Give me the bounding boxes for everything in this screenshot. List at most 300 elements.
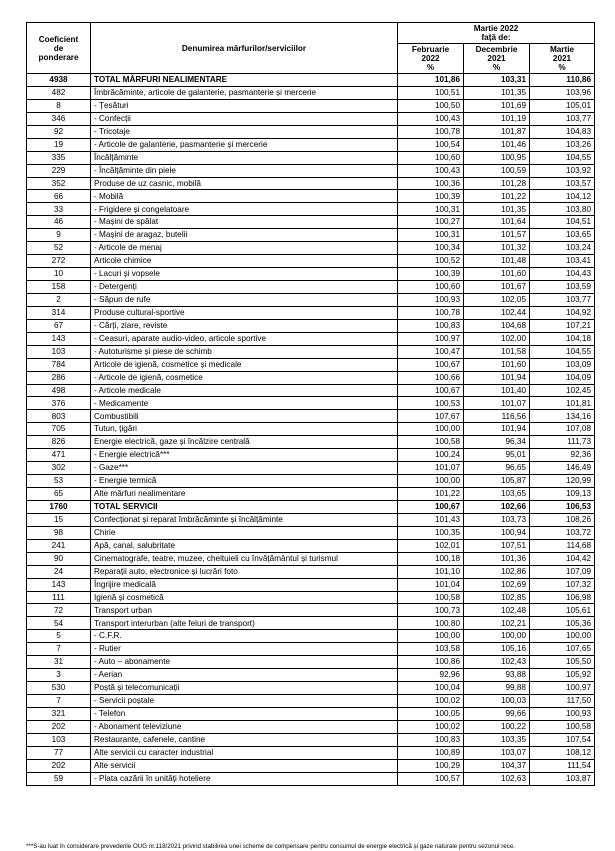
value-mar-2021-cell: 103,80 xyxy=(530,203,595,216)
table-row xyxy=(27,306,595,319)
table-row xyxy=(27,138,595,151)
name-cell: - Cărți, ziare, reviste xyxy=(91,319,398,332)
name-cell: - Medicamente xyxy=(91,397,398,410)
table-row xyxy=(27,733,595,746)
value-mar-2021-cell: 106,98 xyxy=(530,591,595,604)
header-period: Martie 2022 față de: xyxy=(398,23,595,44)
value-feb-2022-cell: 101,43 xyxy=(398,513,464,526)
value-mar-2021-cell: 92,36 xyxy=(530,449,595,462)
table-row xyxy=(27,319,595,332)
value-mar-2021-cell: 103,65 xyxy=(530,229,595,242)
table-row xyxy=(27,99,595,112)
header-col-dec-2021: Decembrie 2021 % xyxy=(464,44,530,74)
value-feb-2022-cell: 100,66 xyxy=(398,371,464,384)
value-feb-2022-cell: 100,34 xyxy=(398,242,464,255)
name-cell: Combustibili xyxy=(91,410,398,423)
weight-cell: 7 xyxy=(27,643,91,656)
value-feb-2022-cell: 100,39 xyxy=(398,190,464,203)
value-feb-2022-cell: 100,86 xyxy=(398,656,464,669)
value-mar-2021-cell: 107,09 xyxy=(530,565,595,578)
weight-cell: 103 xyxy=(27,733,91,746)
name-cell: Energie electrică, gaze și încălzire centrală xyxy=(91,436,398,449)
name-cell: - Gaze*** xyxy=(91,462,398,475)
value-mar-2021-cell: 104,55 xyxy=(530,345,595,358)
value-feb-2022-cell: 101,07 xyxy=(398,462,464,475)
value-dec-2021-cell: 102,21 xyxy=(464,617,530,630)
value-mar-2021-cell: 103,09 xyxy=(530,358,595,371)
value-dec-2021-cell: 101,22 xyxy=(464,190,530,203)
value-mar-2021-cell: 105,01 xyxy=(530,99,595,112)
table-row xyxy=(27,358,595,371)
weight-cell: 352 xyxy=(27,177,91,190)
value-feb-2022-cell: 100,02 xyxy=(398,695,464,708)
value-feb-2022-cell: 100,78 xyxy=(398,306,464,319)
value-feb-2022-cell: 100,93 xyxy=(398,293,464,306)
value-dec-2021-cell: 104,37 xyxy=(464,759,530,772)
value-mar-2021-cell: 105,92 xyxy=(530,669,595,682)
value-dec-2021-cell: 101,57 xyxy=(464,229,530,242)
weight-cell: 5 xyxy=(27,630,91,643)
value-feb-2022-cell: 100,53 xyxy=(398,397,464,410)
value-dec-2021-cell: 101,48 xyxy=(464,255,530,268)
weight-cell: 65 xyxy=(27,488,91,501)
value-feb-2022-cell: 100,60 xyxy=(398,151,464,164)
name-cell: - Săpun de rufe xyxy=(91,293,398,306)
value-mar-2021-cell: 146,49 xyxy=(530,462,595,475)
value-feb-2022-cell: 92,96 xyxy=(398,669,464,682)
name-cell: Igienă și cosmetică xyxy=(91,591,398,604)
value-mar-2021-cell: 110,86 xyxy=(530,74,595,87)
value-feb-2022-cell: 100,00 xyxy=(398,630,464,643)
value-dec-2021-cell: 104,68 xyxy=(464,319,530,332)
table-row xyxy=(27,255,595,268)
value-feb-2022-cell: 100,02 xyxy=(398,720,464,733)
weight-cell: 59 xyxy=(27,772,91,785)
name-cell: Tutun, țigări xyxy=(91,423,398,436)
value-mar-2021-cell: 106,53 xyxy=(530,500,595,513)
table-row xyxy=(27,112,595,125)
name-cell: - Țesături xyxy=(91,99,398,112)
table-row xyxy=(27,216,595,229)
name-cell: Alte servicii cu caracter industrial xyxy=(91,746,398,759)
name-cell: Produse de uz casnic, mobilă xyxy=(91,177,398,190)
value-mar-2021-cell: 111,73 xyxy=(530,436,595,449)
weight-cell: 241 xyxy=(27,539,91,552)
weight-cell: 8 xyxy=(27,99,91,112)
value-feb-2022-cell: 100,89 xyxy=(398,746,464,759)
value-mar-2021-cell: 102,45 xyxy=(530,384,595,397)
weight-cell: 103 xyxy=(27,345,91,358)
table-row xyxy=(27,423,595,436)
value-dec-2021-cell: 102,43 xyxy=(464,656,530,669)
table-row-total xyxy=(27,500,595,513)
value-dec-2021-cell: 101,64 xyxy=(464,216,530,229)
value-dec-2021-cell: 105,87 xyxy=(464,475,530,488)
weight-cell: 24 xyxy=(27,565,91,578)
name-cell: - Articole de galanterie, pasmanterie și mercerie xyxy=(91,138,398,151)
table-row xyxy=(27,268,595,281)
table-row xyxy=(27,177,595,190)
value-mar-2021-cell: 107,21 xyxy=(530,319,595,332)
value-mar-2021-cell: 104,92 xyxy=(530,306,595,319)
weight-cell: 31 xyxy=(27,656,91,669)
value-mar-2021-cell: 103,24 xyxy=(530,242,595,255)
table-row xyxy=(27,707,595,720)
weight-cell: 19 xyxy=(27,138,91,151)
value-feb-2022-cell: 100,54 xyxy=(398,138,464,151)
value-mar-2021-cell: 100,00 xyxy=(530,630,595,643)
value-dec-2021-cell: 102,05 xyxy=(464,293,530,306)
value-dec-2021-cell: 101,28 xyxy=(464,177,530,190)
value-dec-2021-cell: 99,66 xyxy=(464,707,530,720)
weight-cell: 784 xyxy=(27,358,91,371)
name-cell: - Mașini de aragaz, butelii xyxy=(91,229,398,242)
value-dec-2021-cell: 103,73 xyxy=(464,513,530,526)
value-feb-2022-cell: 100,31 xyxy=(398,203,464,216)
weight-cell: 803 xyxy=(27,410,91,423)
weight-cell: 10 xyxy=(27,268,91,281)
value-dec-2021-cell: 103,65 xyxy=(464,488,530,501)
value-mar-2021-cell: 100,93 xyxy=(530,707,595,720)
name-cell: - C.F.R. xyxy=(91,630,398,643)
value-mar-2021-cell: 107,08 xyxy=(530,423,595,436)
value-dec-2021-cell: 101,69 xyxy=(464,99,530,112)
value-feb-2022-cell: 102,01 xyxy=(398,539,464,552)
value-dec-2021-cell: 102,48 xyxy=(464,604,530,617)
weight-cell: 90 xyxy=(27,552,91,565)
table-row xyxy=(27,630,595,643)
name-cell: Încălțăminte xyxy=(91,151,398,164)
name-cell: TOTAL SERVICII xyxy=(91,500,398,513)
value-dec-2021-cell: 102,86 xyxy=(464,565,530,578)
table-row xyxy=(27,617,595,630)
table-row xyxy=(27,151,595,164)
value-mar-2021-cell: 103,72 xyxy=(530,526,595,539)
value-dec-2021-cell: 100,59 xyxy=(464,164,530,177)
table-row xyxy=(27,410,595,423)
value-dec-2021-cell: 102,66 xyxy=(464,500,530,513)
table-row xyxy=(27,539,595,552)
value-feb-2022-cell: 101,04 xyxy=(398,578,464,591)
weight-cell: 482 xyxy=(27,86,91,99)
name-cell: Articole de igienă, cosmetice și medicale xyxy=(91,358,398,371)
name-cell: - Aerian xyxy=(91,669,398,682)
value-mar-2021-cell: 103,59 xyxy=(530,281,595,294)
value-dec-2021-cell: 100,00 xyxy=(464,630,530,643)
value-mar-2021-cell: 109,13 xyxy=(530,488,595,501)
value-mar-2021-cell: 104,43 xyxy=(530,268,595,281)
value-feb-2022-cell: 100,52 xyxy=(398,255,464,268)
value-feb-2022-cell: 100,73 xyxy=(398,604,464,617)
name-cell: TOTAL MĂRFURI NEALIMENTARE xyxy=(91,74,398,87)
value-feb-2022-cell: 103,58 xyxy=(398,643,464,656)
value-dec-2021-cell: 101,36 xyxy=(464,552,530,565)
weight-cell: 33 xyxy=(27,203,91,216)
value-feb-2022-cell: 101,10 xyxy=(398,565,464,578)
price-index-table xyxy=(26,22,595,786)
value-feb-2022-cell: 100,57 xyxy=(398,772,464,785)
table-row xyxy=(27,371,595,384)
weight-cell: 77 xyxy=(27,746,91,759)
table-row xyxy=(27,449,595,462)
table-row xyxy=(27,604,595,617)
name-cell: - Telefon xyxy=(91,707,398,720)
weight-cell: 229 xyxy=(27,164,91,177)
table-row xyxy=(27,397,595,410)
value-feb-2022-cell: 100,35 xyxy=(398,526,464,539)
value-mar-2021-cell: 103,77 xyxy=(530,112,595,125)
name-cell: - Mașini de spălat xyxy=(91,216,398,229)
value-mar-2021-cell: 120,99 xyxy=(530,475,595,488)
weight-cell: 335 xyxy=(27,151,91,164)
value-feb-2022-cell: 100,58 xyxy=(398,591,464,604)
weight-cell: 111 xyxy=(27,591,91,604)
value-mar-2021-cell: 105,36 xyxy=(530,617,595,630)
table-row xyxy=(27,488,595,501)
value-feb-2022-cell: 100,24 xyxy=(398,449,464,462)
value-dec-2021-cell: 102,69 xyxy=(464,578,530,591)
weight-cell: 286 xyxy=(27,371,91,384)
table-row xyxy=(27,332,595,345)
weight-cell: 376 xyxy=(27,397,91,410)
weight-cell: 530 xyxy=(27,682,91,695)
name-cell: - Rutier xyxy=(91,643,398,656)
value-feb-2022-cell: 100,58 xyxy=(398,436,464,449)
value-feb-2022-cell: 100,67 xyxy=(398,500,464,513)
weight-cell: 143 xyxy=(27,578,91,591)
name-cell: Poștă și telecomunicații xyxy=(91,682,398,695)
value-dec-2021-cell: 101,46 xyxy=(464,138,530,151)
name-cell: - Energie termică xyxy=(91,475,398,488)
weight-cell: 158 xyxy=(27,281,91,294)
weight-cell: 314 xyxy=(27,306,91,319)
table-row xyxy=(27,242,595,255)
weight-cell: 272 xyxy=(27,255,91,268)
weight-cell: 2 xyxy=(27,293,91,306)
value-feb-2022-cell: 100,29 xyxy=(398,759,464,772)
name-cell: Transport interurban (alte feluri de transport) xyxy=(91,617,398,630)
name-cell: Confecționat și reparat îmbrăcăminte și încălțăminte xyxy=(91,513,398,526)
value-mar-2021-cell: 100,58 xyxy=(530,720,595,733)
table-row xyxy=(27,552,595,565)
weight-cell: 9 xyxy=(27,229,91,242)
value-feb-2022-cell: 100,83 xyxy=(398,319,464,332)
value-feb-2022-cell: 100,97 xyxy=(398,332,464,345)
value-feb-2022-cell: 100,00 xyxy=(398,423,464,436)
name-cell: - Confecții xyxy=(91,112,398,125)
value-mar-2021-cell: 107,65 xyxy=(530,643,595,656)
name-cell: - Ceasuri, aparate audio-video, articole sportive xyxy=(91,332,398,345)
value-dec-2021-cell: 101,60 xyxy=(464,268,530,281)
value-dec-2021-cell: 102,00 xyxy=(464,332,530,345)
table-row xyxy=(27,746,595,759)
value-feb-2022-cell: 101,22 xyxy=(398,488,464,501)
value-dec-2021-cell: 95,01 xyxy=(464,449,530,462)
value-mar-2021-cell: 104,51 xyxy=(530,216,595,229)
value-dec-2021-cell: 101,35 xyxy=(464,203,530,216)
name-cell: Restaurante, cafenele, cantine xyxy=(91,733,398,746)
weight-cell: 498 xyxy=(27,384,91,397)
weight-cell: 66 xyxy=(27,190,91,203)
table-row xyxy=(27,682,595,695)
weight-cell: 15 xyxy=(27,513,91,526)
value-mar-2021-cell: 104,55 xyxy=(530,151,595,164)
name-cell: Articole chimice xyxy=(91,255,398,268)
value-dec-2021-cell: 102,63 xyxy=(464,772,530,785)
value-mar-2021-cell: 103,26 xyxy=(530,138,595,151)
name-cell: - Articole de menaj xyxy=(91,242,398,255)
name-cell: - Detergenți xyxy=(91,281,398,294)
header-col-feb-2022: Februarie 2022 % xyxy=(398,44,464,74)
value-feb-2022-cell: 100,31 xyxy=(398,229,464,242)
value-feb-2022-cell: 100,05 xyxy=(398,707,464,720)
header-name: Denumirea mărfurilor/serviciilor xyxy=(91,23,398,74)
value-feb-2022-cell: 100,67 xyxy=(398,358,464,371)
value-dec-2021-cell: 100,03 xyxy=(464,695,530,708)
name-cell: - Lacuri și vopsele xyxy=(91,268,398,281)
value-mar-2021-cell: 104,09 xyxy=(530,371,595,384)
value-dec-2021-cell: 107,51 xyxy=(464,539,530,552)
footnote: ***S-au luat în considerare prevederile OUG nr.118/2021 privind stabilirea unei scheme de compensare pentru consumul de energie electrică și gaze naturale pentru sezonul rece. xyxy=(26,843,515,850)
table-row xyxy=(27,345,595,358)
value-mar-2021-cell: 111,54 xyxy=(530,759,595,772)
table-row xyxy=(27,720,595,733)
value-dec-2021-cell: 101,19 xyxy=(464,112,530,125)
table-row xyxy=(27,462,595,475)
name-cell: Produse cultural-sportive xyxy=(91,306,398,319)
value-mar-2021-cell: 103,77 xyxy=(530,293,595,306)
name-cell: - Autoturisme și piese de schimb xyxy=(91,345,398,358)
value-dec-2021-cell: 101,07 xyxy=(464,397,530,410)
value-mar-2021-cell: 107,32 xyxy=(530,578,595,591)
name-cell: - Frigidere și congelatoare xyxy=(91,203,398,216)
value-feb-2022-cell: 100,27 xyxy=(398,216,464,229)
name-cell: - Plata cazării în unități hoteliere xyxy=(91,772,398,785)
name-cell: - Încălțăminte din piele xyxy=(91,164,398,177)
value-feb-2022-cell: 100,43 xyxy=(398,164,464,177)
weight-cell: 202 xyxy=(27,720,91,733)
value-mar-2021-cell: 108,26 xyxy=(530,513,595,526)
table-row xyxy=(27,190,595,203)
name-cell: Alte servicii xyxy=(91,759,398,772)
value-mar-2021-cell: 107,54 xyxy=(530,733,595,746)
value-dec-2021-cell: 100,95 xyxy=(464,151,530,164)
table-row xyxy=(27,293,595,306)
value-dec-2021-cell: 105,16 xyxy=(464,643,530,656)
table-row xyxy=(27,475,595,488)
value-mar-2021-cell: 101,81 xyxy=(530,397,595,410)
value-mar-2021-cell: 105,61 xyxy=(530,604,595,617)
value-feb-2022-cell: 100,60 xyxy=(398,281,464,294)
weight-cell: 72 xyxy=(27,604,91,617)
value-feb-2022-cell: 100,50 xyxy=(398,99,464,112)
header-weight-label: Coeficient xyxy=(38,34,79,44)
table-row-total xyxy=(27,74,595,87)
value-mar-2021-cell: 104,42 xyxy=(530,552,595,565)
table-row xyxy=(27,669,595,682)
table-row xyxy=(27,281,595,294)
value-mar-2021-cell: 103,57 xyxy=(530,177,595,190)
weight-cell: 54 xyxy=(27,617,91,630)
value-dec-2021-cell: 101,60 xyxy=(464,358,530,371)
value-feb-2022-cell: 100,00 xyxy=(398,475,464,488)
value-mar-2021-cell: 103,96 xyxy=(530,86,595,99)
value-dec-2021-cell: 101,35 xyxy=(464,86,530,99)
table-row xyxy=(27,86,595,99)
value-dec-2021-cell: 101,94 xyxy=(464,423,530,436)
name-cell: Chirie xyxy=(91,526,398,539)
value-mar-2021-cell: 104,83 xyxy=(530,125,595,138)
value-feb-2022-cell: 100,04 xyxy=(398,682,464,695)
value-dec-2021-cell: 101,40 xyxy=(464,384,530,397)
value-dec-2021-cell: 101,58 xyxy=(464,345,530,358)
value-dec-2021-cell: 101,87 xyxy=(464,125,530,138)
table-row xyxy=(27,203,595,216)
name-cell: - Auto – abonamente xyxy=(91,656,398,669)
table-row xyxy=(27,772,595,785)
value-dec-2021-cell: 96,65 xyxy=(464,462,530,475)
table-row xyxy=(27,125,595,138)
value-feb-2022-cell: 100,36 xyxy=(398,177,464,190)
value-dec-2021-cell: 102,44 xyxy=(464,306,530,319)
value-feb-2022-cell: 100,83 xyxy=(398,733,464,746)
name-cell: - Servicii poștale xyxy=(91,695,398,708)
table-row xyxy=(27,695,595,708)
value-dec-2021-cell: 103,07 xyxy=(464,746,530,759)
value-dec-2021-cell: 99,88 xyxy=(464,682,530,695)
table-row xyxy=(27,759,595,772)
table-row xyxy=(27,526,595,539)
name-cell: - Articole de igienă, cosmetice xyxy=(91,371,398,384)
table-row xyxy=(27,229,595,242)
weight-cell: 705 xyxy=(27,423,91,436)
weight-cell: 53 xyxy=(27,475,91,488)
value-feb-2022-cell: 100,47 xyxy=(398,345,464,358)
weight-cell: 1760 xyxy=(27,500,91,513)
weight-cell: 321 xyxy=(27,707,91,720)
name-cell: - Mobilă xyxy=(91,190,398,203)
table-header xyxy=(27,23,595,74)
value-mar-2021-cell: 117,50 xyxy=(530,695,595,708)
header-weight: Coeficient de ponderare xyxy=(27,23,91,74)
name-cell: Alte mărfuri nealimentare xyxy=(91,488,398,501)
weight-cell: 471 xyxy=(27,449,91,462)
value-mar-2021-cell: 114,68 xyxy=(530,539,595,552)
value-mar-2021-cell: 103,87 xyxy=(530,772,595,785)
table-row xyxy=(27,578,595,591)
weight-cell: 3 xyxy=(27,669,91,682)
weight-cell: 202 xyxy=(27,759,91,772)
weight-cell: 826 xyxy=(27,436,91,449)
name-cell: Cinematografe, teatre, muzee, cheltuieli cu învățământul și turismul xyxy=(91,552,398,565)
name-cell: - Abonament televiziune xyxy=(91,720,398,733)
name-cell: Reparații auto, electronice și lucrări foto xyxy=(91,565,398,578)
name-cell: Îmbrăcăminte, articole de galanterie, pasmanterie și mercerie xyxy=(91,86,398,99)
table-row xyxy=(27,591,595,604)
table-row xyxy=(27,656,595,669)
weight-cell: 143 xyxy=(27,332,91,345)
value-dec-2021-cell: 93,88 xyxy=(464,669,530,682)
name-cell: Apă, canal, salubritate xyxy=(91,539,398,552)
value-feb-2022-cell: 100,43 xyxy=(398,112,464,125)
value-feb-2022-cell: 100,39 xyxy=(398,268,464,281)
value-feb-2022-cell: 100,80 xyxy=(398,617,464,630)
value-dec-2021-cell: 100,22 xyxy=(464,720,530,733)
header-col-mar-2021: Martie 2021 % xyxy=(530,44,595,74)
value-dec-2021-cell: 116,56 xyxy=(464,410,530,423)
value-dec-2021-cell: 101,94 xyxy=(464,371,530,384)
value-feb-2022-cell: 100,18 xyxy=(398,552,464,565)
